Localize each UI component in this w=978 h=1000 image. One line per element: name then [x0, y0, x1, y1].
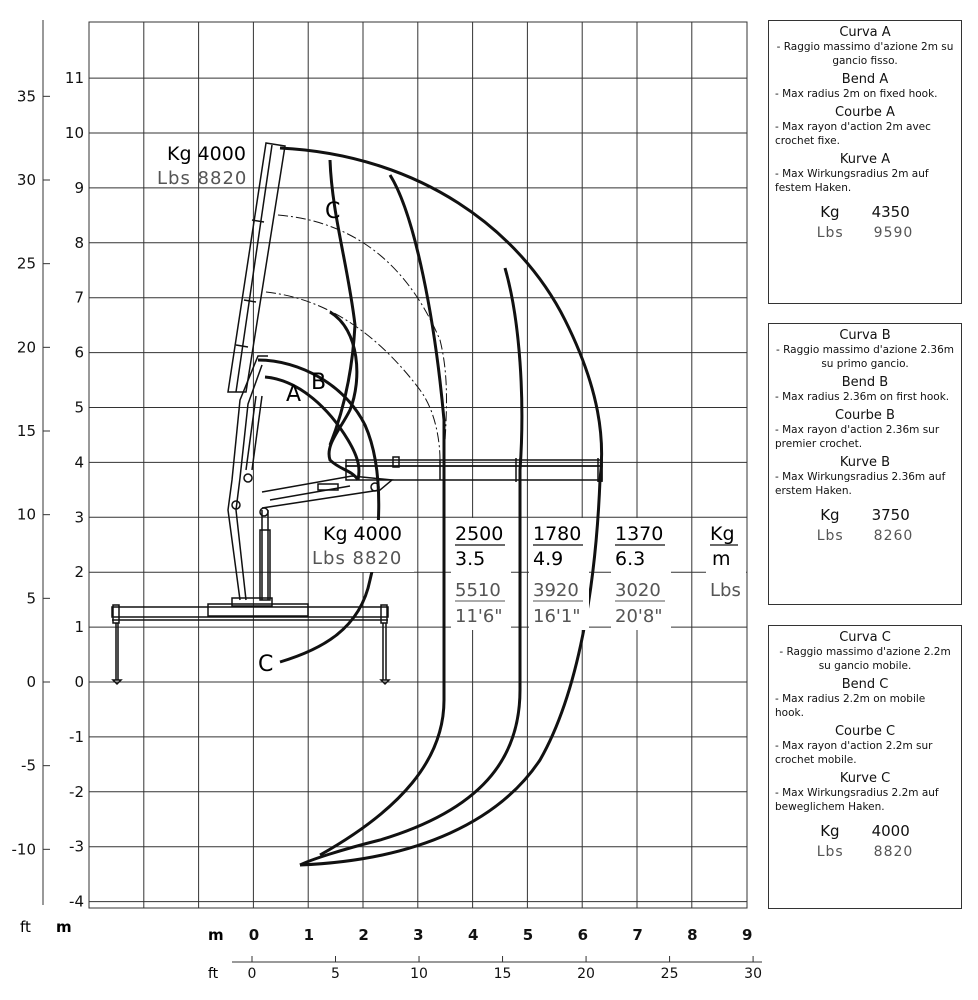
bottom-ft-tick: 10 [410, 966, 428, 982]
left-m-tick: 2 [74, 563, 84, 582]
bottom-m-tick: 6 [577, 926, 589, 944]
capacity-lbs: 5510 [455, 580, 501, 601]
legend-c-fr-title: Courbe C [834, 724, 896, 739]
legend-c-de-desc: - Max Wirkungsradius 2.2m auf beweglichem Haken. [775, 787, 939, 813]
left-m-tick: -1 [69, 727, 84, 746]
left-m-tick: 9 [74, 178, 84, 197]
legend-c-lbs-label: Lbs [816, 844, 844, 860]
legend-b-en-title: Bend B [841, 375, 889, 390]
boom-horizontal [346, 457, 602, 482]
capacity-table [451, 518, 746, 630]
legend-a-it-desc: - Raggio massimo d'azione 2m su gancio fisso. [776, 41, 954, 67]
bottom-ft-tick: 5 [331, 966, 340, 982]
left-ft-tick: 35 [16, 87, 36, 106]
legend-b-it-desc: - Raggio massimo d'azione 2.36m su primo gancio. [775, 344, 955, 370]
left-ft-tick: 30 [16, 170, 36, 189]
dashed-arc-outer [278, 215, 447, 460]
ft-axis-label: ft [20, 918, 31, 936]
bottom-ft-tick: 20 [577, 966, 595, 982]
legend-b-de-desc: - Max Wirkungsradius 2.36m auf erstem Haken. [775, 471, 946, 497]
legend-b-fr-title: Courbe B [835, 408, 895, 423]
bottom-m-tick: 7 [632, 926, 643, 944]
left-ft-tick: 5 [26, 589, 36, 608]
bottom-m-tick: 1 [303, 926, 315, 944]
legend-c-it-desc: - Raggio massimo d'azione 2.2m su gancio mobile. [779, 646, 951, 672]
left-m-tick: 0 [74, 673, 84, 691]
legend-a-en-title: Bend A [841, 72, 889, 87]
left-ft-tick: 20 [16, 338, 36, 357]
legend-a-de-title: Kurve A [839, 152, 891, 167]
legend-a-lbs-value: 9590 [873, 225, 914, 241]
top-lbs-label: Lbs 8820 [157, 168, 248, 189]
legend-c-de-title: Kurve C [839, 771, 891, 786]
boom-vertical [228, 143, 285, 470]
left-ft-tick: 10 [16, 505, 36, 524]
legend-c-kg-label: Kg [820, 822, 840, 840]
left-m-tick: -4 [69, 892, 84, 911]
left-m-tick: 3 [74, 508, 84, 527]
legend-a-de-desc: - Max Wirkungsradius 2m auf festem Haken. [775, 168, 929, 194]
legend-c-kg-value: 4000 [871, 822, 910, 840]
outer-envelope-curve [280, 148, 602, 865]
legend-a-fr-title: Courbe A [835, 105, 895, 120]
curve-a-label: A [286, 382, 302, 407]
curve-3-5m [320, 175, 444, 855]
legend-c-en-desc: - Max radius 2.2m on mobile hook. [775, 693, 926, 719]
left-ft-tick: -5 [21, 756, 36, 775]
bottom-m-tick: 0 [248, 926, 260, 944]
capacity-ft: 16'1" [533, 606, 581, 627]
legend-a-lbs-label: Lbs [816, 225, 844, 241]
bottom-ft-tick: 0 [247, 966, 257, 982]
legend-b-kg-label: Kg [820, 506, 840, 524]
left-m-tick: 10 [64, 124, 84, 142]
left-ft-tick: 15 [16, 421, 36, 440]
legend-c-it-title: Curva C [839, 630, 891, 645]
bottom-ft-tick: 25 [660, 966, 679, 982]
legend-a-fr-desc: - Max rayon d'action 2m avec crochet fixe. [775, 121, 931, 147]
capacity-kg: 1780 [533, 523, 582, 545]
legend-c-fr-desc: - Max rayon d'action 2.2m sur crochet mobile. [775, 740, 933, 766]
m-axis-label: m [56, 918, 72, 936]
legend-b-en-desc: - Max radius 2.36m on first hook. [775, 391, 950, 403]
left-m-tick: 7 [74, 288, 84, 307]
unit-m: m [712, 548, 731, 570]
legend-c-lbs-value: 8820 [873, 844, 914, 860]
unit-lbs: Lbs [710, 580, 741, 601]
legend-a-kg-label: Kg [820, 203, 840, 221]
capacity-m: 4.9 [533, 548, 564, 570]
legend-b-lbs-value: 8260 [873, 528, 914, 544]
capacity-m: 6.3 [615, 548, 646, 570]
left-m-tick: 4 [74, 453, 84, 472]
m-row-label: m [208, 926, 224, 944]
left-ft-tick: -10 [11, 840, 36, 859]
capacity-lbs: 3020 [615, 580, 661, 601]
bottom-ft-tick: 30 [744, 966, 763, 982]
bottom-m-tick: 5 [522, 926, 534, 944]
top-kg-label: Kg 4000 [167, 143, 246, 165]
left-m-tick: 8 [74, 233, 84, 252]
bottom-m-tick: 8 [687, 926, 698, 944]
legend-c-en-title: Bend C [841, 677, 889, 692]
left-m-tick: 11 [64, 69, 84, 88]
bottom-m-tick: 3 [413, 926, 424, 944]
left-m-tick: -2 [69, 782, 84, 801]
capacity-lbs: 3920 [533, 580, 579, 601]
unit-kg: Kg [710, 523, 735, 545]
legend-b-lbs-label: Lbs [816, 528, 844, 544]
left-m-tick: 1 [74, 618, 84, 637]
ft-row-label: ft [208, 966, 219, 982]
capacity-m: 3.5 [455, 548, 486, 570]
legend-a-it-title: Curva A [839, 25, 891, 40]
capacity-kg: 2500 [455, 523, 504, 545]
mid-lbs-label: Lbs 8820 [312, 548, 403, 569]
curve-b-label: B [311, 370, 327, 395]
envelope-curves [258, 148, 602, 865]
boom-secondary [262, 476, 392, 508]
capacity-ft: 20'8" [615, 606, 663, 627]
legend-b-fr-desc: - Max rayon d'action 2.36m sur premier crochet. [775, 424, 940, 450]
left-m-tick: -3 [69, 837, 84, 856]
legend-box-b [768, 323, 962, 605]
left-m-tick: 6 [74, 343, 84, 362]
legend-box-c [768, 625, 962, 909]
capacity-kg: 1370 [615, 523, 664, 545]
bottom-m-tick: 4 [467, 926, 479, 944]
legend-a-kg-value: 4350 [871, 203, 910, 221]
legend-box-a [768, 20, 962, 304]
left-m-tick: 5 [74, 398, 84, 417]
legend-a-en-desc: - Max radius 2m on fixed hook. [775, 88, 938, 100]
bottom-m-tick: 9 [741, 926, 753, 944]
mid-kg-label: Kg 4000 [323, 523, 402, 545]
bottom-ft-tick: 15 [493, 966, 512, 982]
legend-b-it-title: Curva B [839, 328, 891, 343]
curve-c-bottom-label: C [258, 652, 274, 677]
legend-b-kg-value: 3750 [871, 506, 910, 524]
curve-c-top-label: C [325, 199, 341, 224]
left-ft-tick: 0 [26, 673, 36, 691]
left-ft-tick: 25 [16, 254, 36, 273]
capacity-ft: 11'6" [455, 606, 503, 627]
crane-base [112, 598, 389, 684]
legend-b-de-title: Kurve B [839, 455, 891, 470]
bottom-m-tick: 2 [358, 926, 369, 944]
